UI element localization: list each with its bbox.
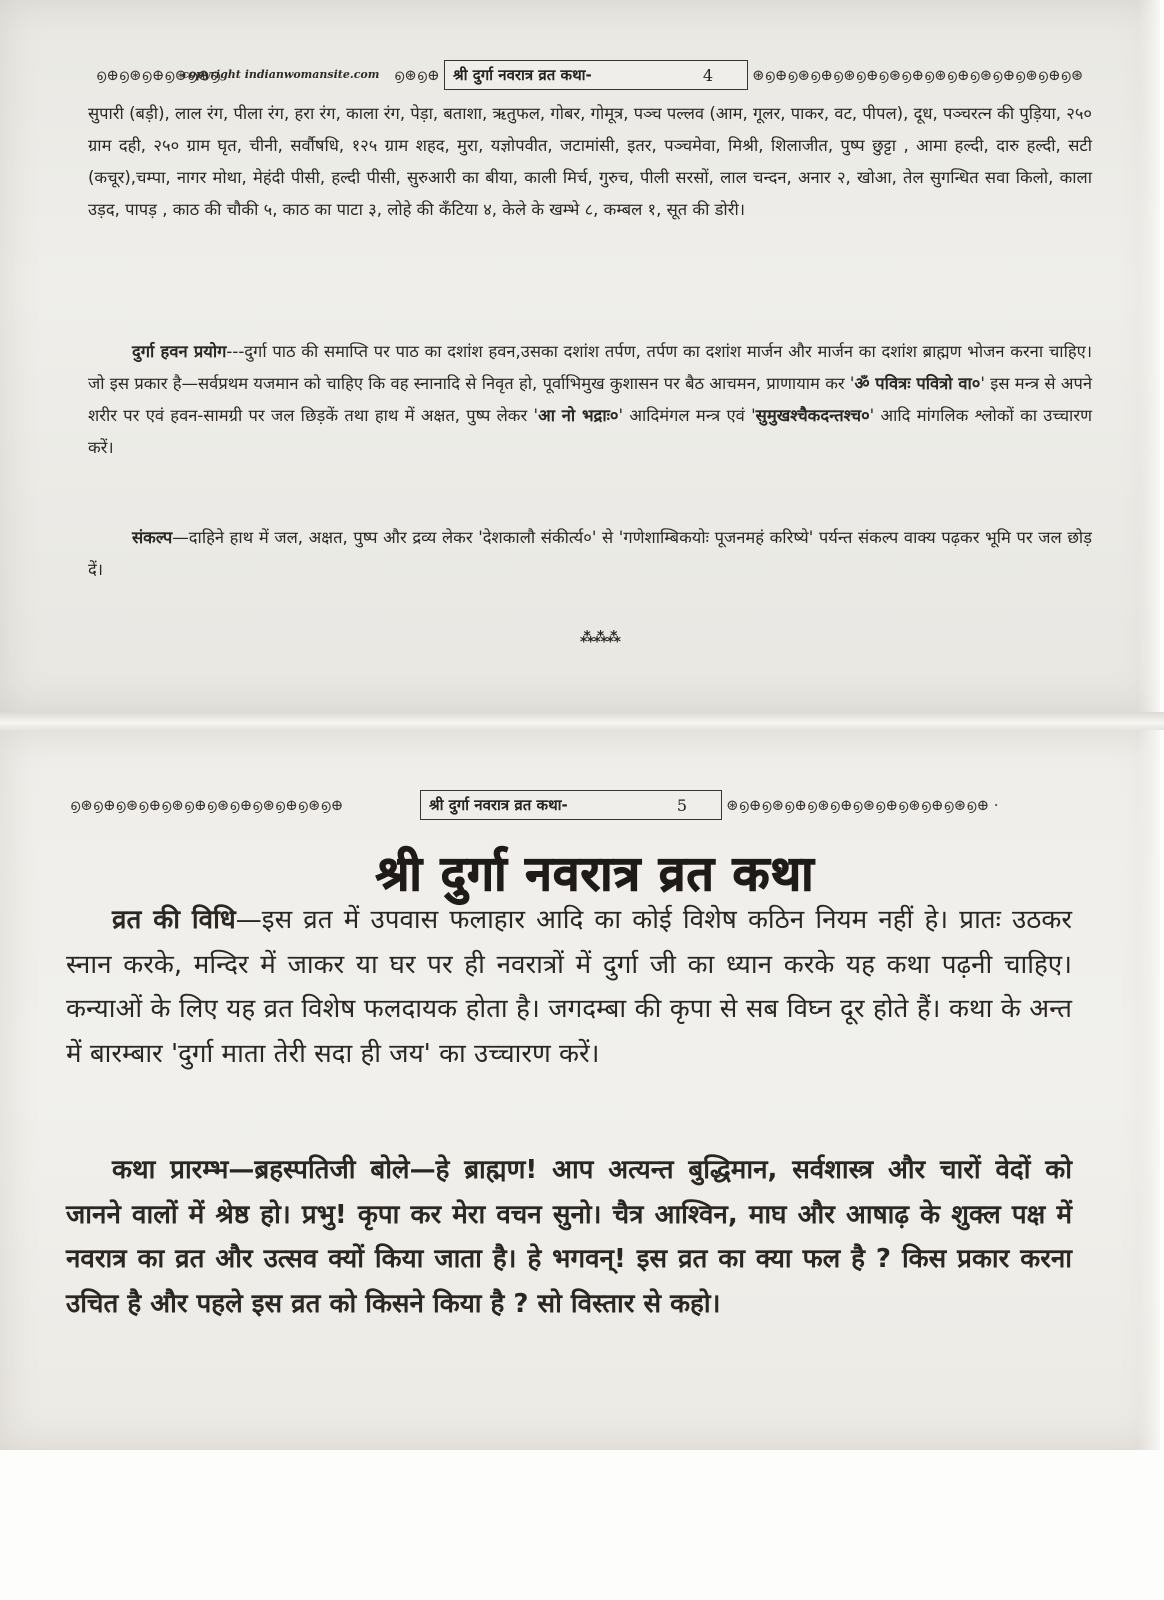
sankalp-heading: संकल्प <box>132 528 173 547</box>
page-number: 5 <box>676 795 687 815</box>
page-4-header <box>0 60 1160 94</box>
katha-heading: कथा प्रारम्भ <box>112 1155 229 1185</box>
ornament-right: ⊛൭⊕൭⊛൭⊕൭⊛൭⊕൭⊛൭⊕൭⊛൭⊕൭⊛൭⊕ · <box>726 796 999 814</box>
vidhi-heading: व्रत की विधि <box>112 905 236 935</box>
ornament-left: ൭⊕൭⊛൭⊕൭⊛൭⊕൭ <box>96 66 221 84</box>
ornament-mid: ൭⊛൭⊕ <box>394 66 440 84</box>
vidhi-section <box>66 898 1072 1076</box>
havan-paragraph <box>88 336 1092 464</box>
page-5-sheet <box>0 730 1160 1450</box>
page-5-header <box>0 790 1164 824</box>
havan-text-4: ' आदि मांगलिक श्लोकों का उच्चारण करें। <box>88 406 1093 457</box>
items-section <box>88 98 1092 226</box>
havan-heading: दुर्गा हवन प्रयोग <box>132 342 227 361</box>
header-title: श्री दुर्गा नवरात्र व्रत कथा- <box>429 796 568 814</box>
page-4-sheet <box>0 0 1160 712</box>
havan-text-3: ' आदिमंगल मन्त्र एवं ' <box>618 406 756 425</box>
header-title-box <box>420 790 722 820</box>
header-title: श्री दुर्गा नवरात्र व्रत कथा- <box>453 66 592 84</box>
katha-paragraph <box>66 1148 1072 1326</box>
katha-text: —ब्रहस्पतिजी बोले—हे ब्राह्मण! आप अत्यन्त बुद्धिमान, सर्वशास्त्र और चारों वेदों को जानने वालों में श्रेष्ठ हो। प्रभु! कृपा कर मेरा वचन सुनो। चैत्र आश्विन, माघ और आषाढ़ के शुक्ल पक्ष में नवरात्र का व्रत और उत्सव क्यों किया जाता है। हे भगवन्! इस व्रत का क्या फल है ? किस प्रकार करना उचित है और पहले इस व्रत को किसने किया है ? सो विस्तार से कहो। <box>66 1155 1073 1319</box>
page-fold <box>0 712 1164 730</box>
main-title: श्री दुर्गा नवरात्र व्रत कथा <box>375 846 815 902</box>
havan-mantra-1: ॐ पवित्रः पवित्रो वा० <box>854 374 981 393</box>
sankalp-text: —दाहिने हाथ में जल, अक्षत, पुष्प और द्रव्य लेकर 'देशकालौ संकीर्त्य०' से 'गणेशाम्बिकयोः पूजनमहं करिष्ये' पर्यन्त संकल्प वाक्य पढ़कर भूमि पर जल छोड़ दें। <box>88 528 1092 579</box>
katha-section <box>66 1148 1072 1326</box>
items-paragraph: सुपारी (बड़ी), लाल रंग, पीला रंग, हरा रंग, काला रंग, पेड़ा, बताशा, ऋतुफल, गोबर, गोमूत्र, पञ्च पल्लव (आम, गूलर, पाकर, वट, पीपल), दूध, पञ्चरत्न की पुड़िया, २५० ग्राम दही, २५० ग्राम घृत, चीनी, सर्वौषधि, १२५ ग्राम शहद, मुरा, यज्ञोपवीत, जटामांसी, इतर, पञ्चमेवा, मिश्री, शिलाजीत, पुष्प छुट्टा , आमा हल्दी, दारु हल्दी, सटी (कचूर),चम्पा, नागर मोथा, मेहंदी पीसी, हल्दी पीसी, सुरुआरी का बीया, काली मिर्च, गुरुच, पीली सरसों, लाल चन्दन, अनार २, खोआ, तेल सुगन्धित सवा किलो, काला उड़द, पापड़ , काठ की चौकी ५, काठ का पाटा ३, लोहे की कँटिया ४, केले के खम्भे ८, कम्बल १, सूत की डोरी। <box>88 104 1092 219</box>
ornament-right: ⊛൭⊕൭⊛൭⊕൭⊛൭⊕൭⊛൭⊕൭⊛൭⊕൭⊛൭⊕൭⊛൭⊕൭⊛ <box>752 66 1084 84</box>
havan-mantra-2: आ नो भद्राः० <box>538 406 619 425</box>
ornament-left: ൭⊛൭⊕൭⊛൭⊕൭⊛൭⊕൭⊛൭⊕൭⊛൭⊕൭⊛൭⊕ <box>70 796 344 814</box>
section-divider: ⁂⁂⁂ <box>580 630 620 646</box>
havan-text-2: ' इस मन्त्र से अपने शरीर पर एवं हवन-सामग्री पर जल छिड़कें तथा हाथ में अक्षत, पुष्प लेकर ' <box>88 374 1093 425</box>
havan-text-1: ---दुर्गा पाठ की समाप्ति पर पाठ का दशांश हवन,उसका दशांश तर्पण, तर्पण का दशांश मार्जन और मार्जन का दशांश ब्राह्मण भोजन करना चाहिए। जो इस प्रकार है—सर्वप्रथम यजमान को चाहिए कि वह स्नानादि से निवृत हो, पूर्वाभिमुख कुशासन पर बैठ आचमन, प्राणायाम कर ' <box>88 342 1092 393</box>
havan-section <box>88 336 1092 464</box>
havan-mantra-3: सुमुखश्चैकदन्तश्च० <box>755 406 870 425</box>
copyright-text: copyright indianwomansite.com <box>182 68 380 81</box>
page-number: 4 <box>702 65 713 85</box>
sankalp-paragraph <box>88 522 1092 586</box>
vidhi-paragraph <box>66 898 1072 1076</box>
sankalp-section <box>88 522 1092 586</box>
header-title-box <box>444 60 748 90</box>
vidhi-text: —इस व्रत में उपवास फलाहार आदि का कोई विशेष कठिन नियम नहीं हे। प्रातः उठकर स्नान करके, मन्दिर में जाकर या घर पर ही नवरात्रों में दुर्गा जी का ध्यान करके यह कथा पढ़नी चाहिए। कन्याओं के लिए यह व्रत विशेष फलदायक होता है। जगदम्बा की कृपा से सब विघ्न दूर होते हैं। कथा के अन्त में बारम्बार 'दुर्गा माता तेरी सदा ही जय' का उच्चारण करें। <box>66 905 1072 1069</box>
